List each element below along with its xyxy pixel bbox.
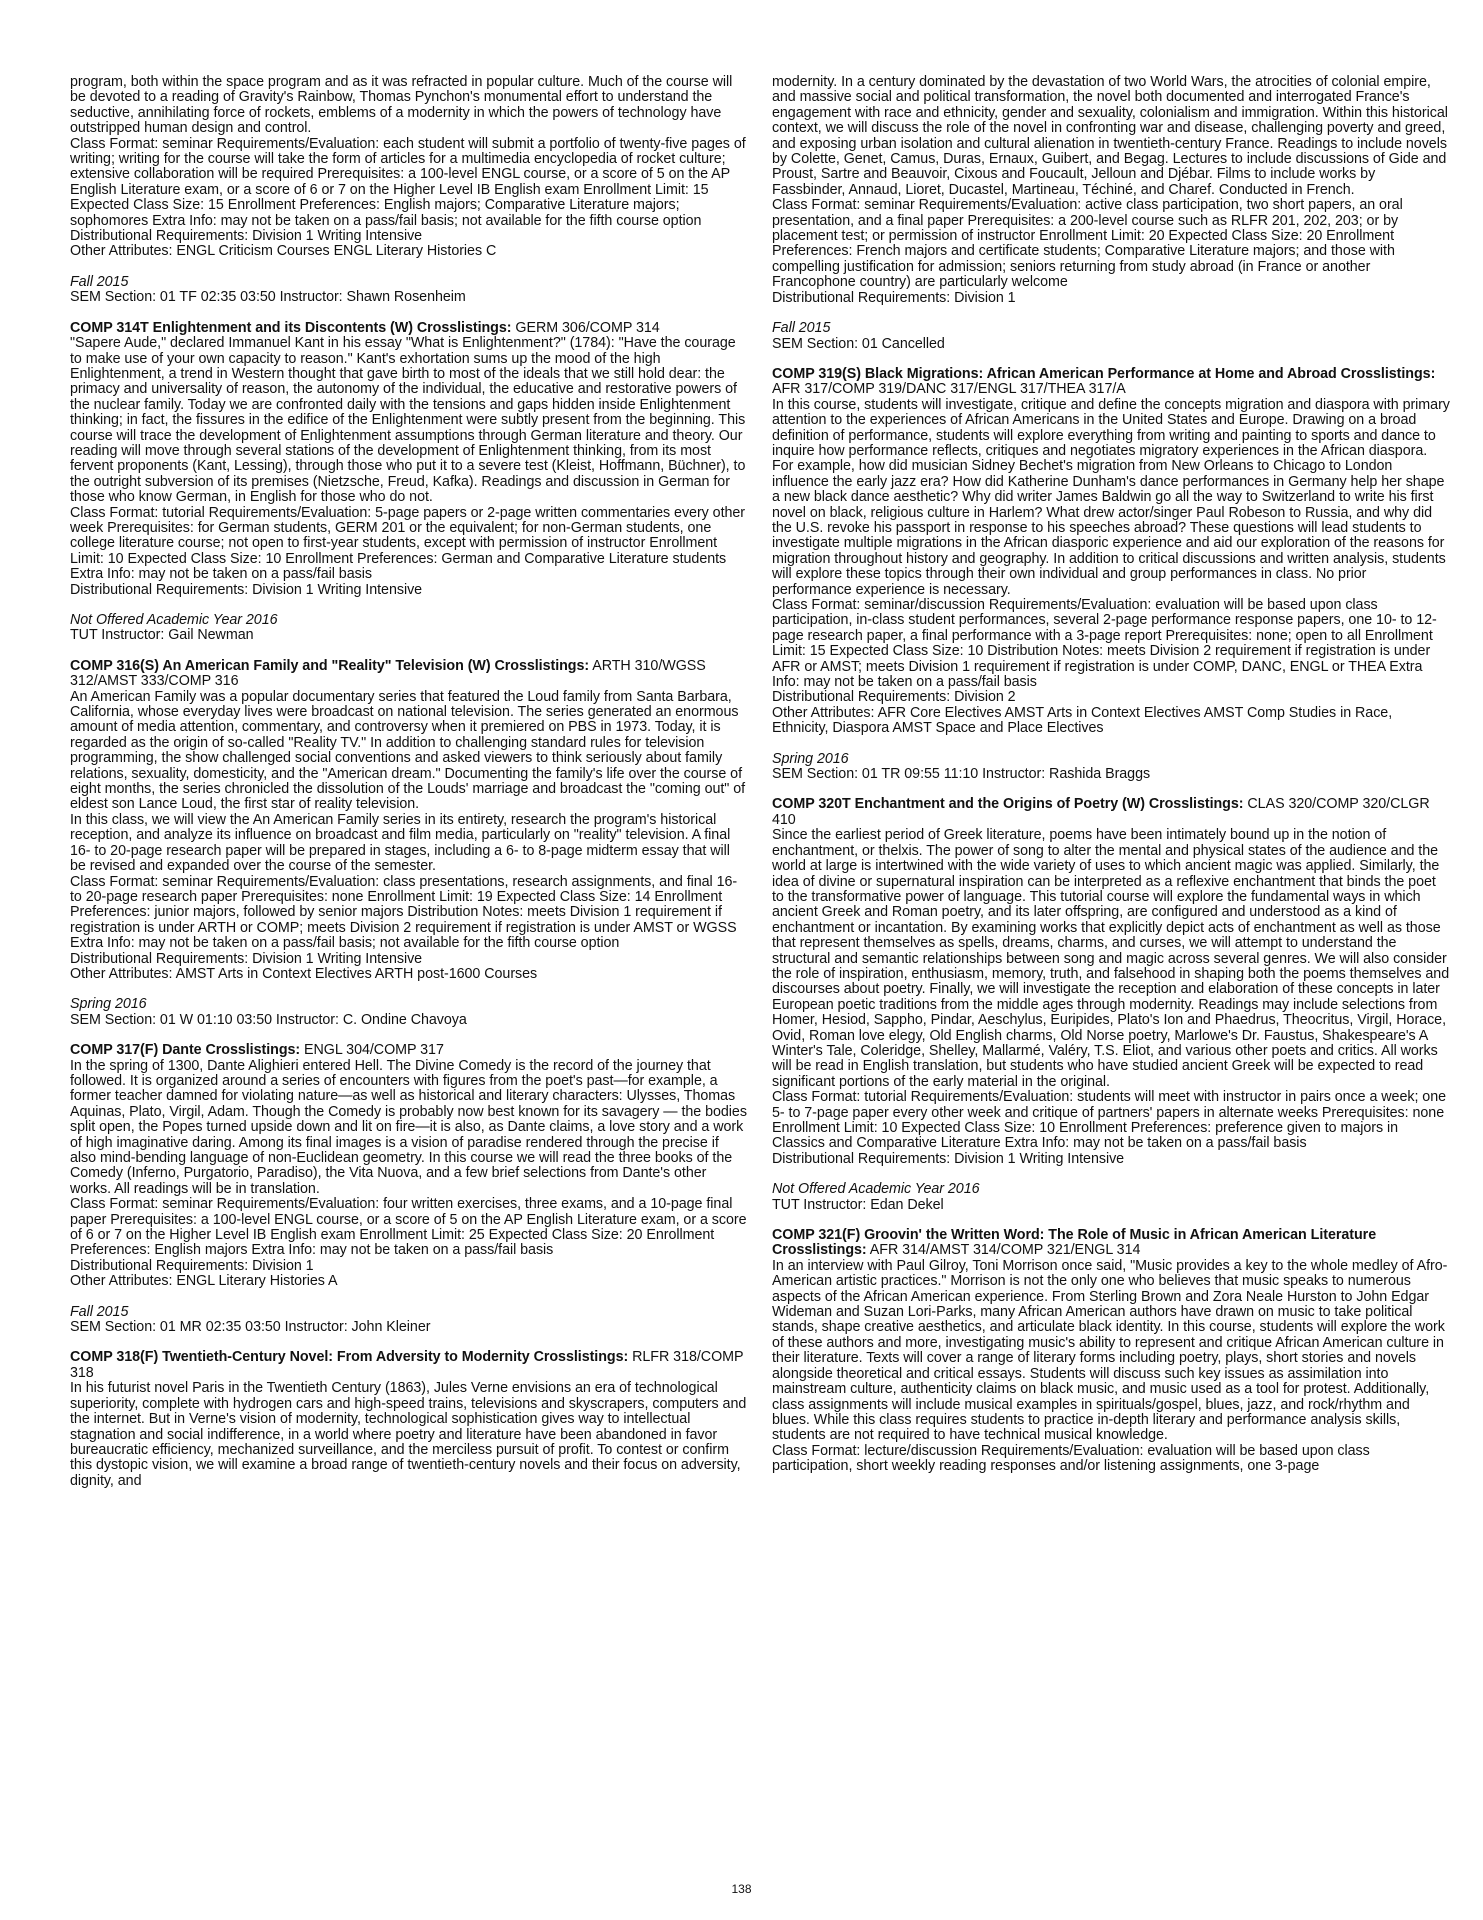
- section-info: SEM Section: 01 W 01:10 03:50 Instructor: C. Ondine Chavoya: [70, 1011, 467, 1028]
- course-description: An American Family was a popular documentary series that featured the Loud family from Santa Barbara, California, whose everyday lives were broadcast on national television. The series generated an enormous amount of media attention, commentary, and controversy when it premiered on PBS in 1973. Today, it is regarded as the origin of so-called "Reality TV." In addition to challenging standard rules for television programming, the show challenged social conventions and asked viewers to think seriously about family relations, sexuality, domesticity, and the "American dream." Documenting the family's life over the course of eight months, the series chronicled the dissolution of the Louds' marriage and broadcast the "coming out" of eldest son Lance Loud, the first star of reality television.: [70, 688, 746, 813]
- course-description: Since the earliest period of Greek literature, poems have been intimately bound up in the notion of enchantment, or thelxis. The power of song to alter the mental and physical states of the audience and the world at large is intertwined with the wide variety of uses to which ancient magic was applied. Similarly, the idea of divine or supernatural inspiration can be interpreted as a reflexive enchantment that binds the poet to the transformative power of language. This tutorial course will explore the fundamental ways in which ancient Greek and Roman poetry, and its later offspring, are configured and understood as a kind of enchantment or incantation. By examining works that explicitly depict acts of enchantment as well as those that represent themselves as spells, dreams, charms, and curses, we will attempt to understand the structural and semantic relationships between song and magic across several genres. We will also consider the role of inspiration, enthusiasm, memory, truth, and falsehood in shaping both the poems themselves and discourses about poetry. Finally, we will investigate the reception and elaboration of these concepts in later European poetic traditions from the middle ages through modernity. Readings may include selections from Homer, Hesiod, Sappho, Pindar, Aeschylus, Euripides, Plato's Ion and Phaedrus, Theocritus, Virgil, Horace, Ovid, Roman love elegy, Old English charms, Old Norse poetry, Marlowe's Dr. Faustus, Shakespeare's A Winter's Tale, Coleridge, Shelley, Mallarmé, Valéry, T.S. Eliot, and various other poets and critics. All works will be read in English translation, but students who have studied ancient Greek will be expected to read significant portions of the early material in the original.: [772, 827, 1450, 1090]
- term: Fall 2015: [70, 1303, 129, 1320]
- course-title-comp-316: [70, 659, 748, 690]
- course-description: program, both within the space program and as it was refracted in popular culture. Much of the course will be devoted to a reading of Gravity's Rainbow, Thomas Pynchon's monumental effort to understand the seductive, annihilating force of rockets, emblems of a modernity in which the powers of technology have outstripped human design and control.: [70, 74, 733, 137]
- course-title-comp-319: [772, 367, 1450, 398]
- distributional-requirements: Distributional Requirements: Division 1 Writing Intensive: [772, 1150, 1125, 1167]
- course-description: In his futurist novel Paris in the Twentieth Century (1863), Jules Verne envisions an era of technological superiority, complete with hydrogen cars and high-speed trains, televisions and skyscrapers, computers and the internet. But in Verne's vision of modernity, technological sophistication gives way to intellectual stagnation and social indifference, in a world where poetry and literature have been abandoned in favor bureaucratic efficiency, mechanized surveillance, and the merciless pursuit of profit. To contest or confirm this dystopic vision, we will examine a broad range of twentieth-century novels and their focus on adversity, dignity, and: [70, 1380, 747, 1489]
- distributional-requirements: Distributional Requirements: Division 1 Writing Intensive: [70, 581, 423, 598]
- left-column: [70, 75, 748, 1489]
- course-description: "Sapere Aude," declared Immanuel Kant in his essay "What is Enlightenment?" (1784): "Have the courage to make use of your own capacity to reason." Kant's exhortation sums up the mood of the high Enlightenment, a trend in Western thought that gave birth to most of the ideals that we still hold dear: the primacy and universality of reason, the autonomy of the individual, the educative and restorative powers of the nuclear family. Today we are confronted daily with the tensions and gaps hidden inside Enlightenment thinking; in fact, the fissures in the edifice of the Enlightenment were subtly present from the beginning. This course will trace the development of Enlightenment assumptions through German literature and theory. Our reading will move through several stations of the development of Enlightenment thinking, from its most fervent proponents (Kant, Lessing), through those who put it to a severe test (Kleist, Hoffmann, Büchner), to the outright subversion of its premises (Nietzsche, Freud, Kafka). Readings and discussion in German for those who know German, in English for those who do not.: [70, 335, 746, 506]
- section-info: SEM Section: 01 Cancelled: [772, 335, 945, 352]
- section-info: SEM Section: 01 MR 02:35 03:50 Instructor: John Kleiner: [70, 1319, 431, 1336]
- course-details: Class Format: seminar Requirements/Evaluation: active class participation, two short papers, an oral presentation, and a final paper Prerequisites: a 200-level course such as RLFR 201, 202, 203; or by placement test; or permission of instructor Enrollment Limit: 20 Expected Class Size: 20 Enrollment Preferences: French majors and certificate students; Comparative Literature majors; and those with compelling justification for admission; seniors returning from study abroad (in France or another Francophone country) are particularly welcome: [772, 197, 1403, 291]
- crosslistings: GERM 306/COMP 314: [511, 319, 660, 336]
- page-number: 138: [731, 1882, 752, 1896]
- section-info: TUT Instructor: Gail Newman: [70, 627, 254, 644]
- section-info: SEM Section: 01 TF 02:35 03:50 Instructor: Shawn Rosenheim: [70, 289, 466, 306]
- course-description-continued: modernity. In a century dominated by the devastation of two World Wars, the atrocities of colonial empire, and massive social and political transformation, the novel both documented and interrogated France's engagement with race and ethnicity, gender and sexuality, colonialism and immigration. Within this historical context, we will discuss the role of the novel in confronting war and disease, challenging poverty and greed, and exposing urban isolation and cultural alienation in twentieth-century France. Readings to include novels by Colette, Genet, Camus, Duras, Ernaux, Guibert, and Begag. Lectures to include discussions of Gide and Proust, Sartre and Beauvoir, Cixous and Foucault, Jelloun and Djébar. Films to include works by Fassbinder, Annaud, Lioret, Ducastel, Martineau, Téchiné, and Charef. Conducted in French.: [772, 74, 1448, 198]
- distributional-requirements: Distributional Requirements: Division 1: [70, 1257, 314, 1274]
- term: Not Offered Academic Year 2016: [772, 1181, 980, 1198]
- crosslistings: AFR 314/AMST 314/COMP 321/ENGL 314: [866, 1242, 1141, 1259]
- other-attributes: Other Attributes: ENGL Literary Histories A: [70, 1273, 338, 1290]
- course-title-text: COMP 316(S) An American Family and "Reality" Television (W) Crosslistings:: [70, 657, 590, 674]
- course-title-text: COMP 318(F) Twentieth-Century Novel: From Adversity to Modernity Crosslistings:: [70, 1349, 629, 1366]
- course-details: Class Format: lecture/discussion Requirements/Evaluation: evaluation will be based upon class participation, short weekly reading responses and/or listening assignments, one 3-page: [772, 1442, 1370, 1475]
- course-title-text: COMP 317(F) Dante Crosslistings:: [70, 1042, 301, 1059]
- distributional-requirements: Distributional Requirements: Division 1: [772, 289, 1016, 306]
- distributional-requirements: Distributional Requirements: Division 1 Writing Intensive: [70, 228, 423, 245]
- course-details: Class Format: seminar/discussion Requirements/Evaluation: evaluation will be based upon class participation, in-class student performances, several 2-page performance response papers, one 10- to 12-page research paper, a final performance with a 3-page report Prerequisites: none; open to all Enrollment Limit: 15 Expected Class Size: 10 Distribution Notes: meets Division 2 requirement if registration is under AFR or AMST; meets Division 1 requirement if registration is under COMP, DANC, ENGL or THEA Extra Info: may not be taken on a pass/fail basis: [772, 597, 1437, 691]
- course-description: In this course, students will investigate, critique and define the concepts migration and diaspora with primary attention to the experiences of African Americans in the United States and Europe. Drawing on a broad definition of performance, students will explore everything from writing and painting to sports and dance to inquire how performance reflects, critiques and negotiates migratory experiences in the African diaspora. For example, how did musician Sidney Bechet's migration from New Orleans to Chicago to London influence the early jazz era? How did Katherine Dunham's dance performances in Germany help her shape a new black dance aesthetic? Why did writer James Baldwin go all the way to Switzerland to write his first novel on black, religious culture in Harlem? What drew actor/singer Paul Robeson to Russia, and why did the U.S. revoke his passport in response to his speeches abroad? These questions will lead students to investigate multiple migrations in the African diasporic experience and aid our exploration of the reasons for migration throughout history and geography. In addition to critical discussions and written analysis, students will explore these topics through their own individual and group performances in class. No prior performance experience is necessary.: [772, 396, 1450, 598]
- course-title-text: COMP 320T Enchantment and the Origins of Poetry (W) Crosslistings:: [772, 796, 1244, 813]
- term: Not Offered Academic Year 2016: [70, 612, 278, 628]
- course-description-continued: In this class, we will view the An American Family series in its entirety, research the program's historical reception, and analyze its influence on broadcast and film media, particularly on "reality" television. A final 16- to 20-page research paper will be prepared in stages, including a 6- to 8-page midterm essay that will be revised and expanded over the course of the semester.: [70, 811, 731, 875]
- term: Fall 2015: [70, 273, 129, 290]
- course-details: Class Format: seminar Requirements/Evaluation: class presentations, research assignments, and final 16- to 20-page research paper Prerequisites: none Enrollment Limit: 19 Expected Class Size: 14 Enrollment Preferences: junior majors, followed by senior majors Distribution Notes: meets Division 1 requirement if registration is under ARTH or COMP; meets Division 2 requirement if registration is under AMST or WGSS Extra Info: may not be taken on a pass/fail basis; not available for the fifth course option: [70, 873, 738, 952]
- course-description: In an interview with Paul Gilroy, Toni Morrison once said, "Music provides a key to the whole medley of Afro-American artistic practices." Morrison is not the only one who believes that music speaks to numerous aspects of the African American experience. From Sterling Brown and Zora Neale Hurston to John Edgar Wideman and Suzan Lori-Parks, many African American authors have drawn on music to take political stands, shape creative aesthetics, and articulate black identity. In this course, students will explore the work of these authors and more, investigating music's ability to represent and critique African American culture in their literature. Texts will cover a range of literary forms including poetry, plays, short stories and novels alongside theoretical and critical essays. Students will discuss such key issues as assimilation into mainstream culture, authenticity claims on black music, and music used as a tool for protest. Additionally, class assignments will include musical examples in spirituals/gospel, blues, jazz, and rock/rhythm and blues. While this class requires students to practice in-depth literary and performance analysis skills, students are not required to have technical musical knowledge.: [772, 1257, 1448, 1444]
- crosslistings: CLAS 320/COMP 320/CLGR 410: [772, 796, 1430, 828]
- course-title-text: COMP 314T Enlightenment and its Discontents (W) Crosslistings:: [70, 319, 512, 336]
- crosslistings: AFR 317/COMP 319/DANC 317/ENGL 317/THEA 317/A: [772, 381, 1126, 398]
- other-attributes: Other Attributes: ENGL Criticism Courses ENGL Literary Histories C: [70, 243, 497, 260]
- course-title-comp-321: [772, 1228, 1450, 1259]
- course-details: Class Format: seminar Requirements/Evaluation: four written exercises, three exams, and a 10-page final paper Prerequisites: a 100-level ENGL course, or a score of 5 on the AP English Literature exam, or a score of 6 or 7 on the Higher Level IB English exam Enrollment Limit: 25 Expected Class Size: 20 Enrollment Preferences: English majors Extra Info: may not be taken on a pass/fail basis: [70, 1196, 747, 1259]
- term: Spring 2016: [772, 750, 849, 767]
- section-info: TUT Instructor: Edan Dekel: [772, 1196, 944, 1213]
- course-title-comp-318: [70, 1350, 748, 1381]
- term: Fall 2015: [772, 320, 831, 337]
- right-column: [772, 75, 1450, 1475]
- section-info: SEM Section: 01 TR 09:55 11:10 Instructor: Rashida Braggs: [772, 766, 1151, 783]
- distributional-requirements: Distributional Requirements: Division 1 Writing Intensive: [70, 950, 423, 967]
- crosslistings: RLFR 318/COMP 318: [70, 1349, 744, 1381]
- course-title-comp-317: [70, 1043, 748, 1058]
- course-details: Class Format: tutorial Requirements/Evaluation: students will meet with instructor in pairs once a week; one 5- to 7-page paper every other week and critique of partners' papers in alternate weeks Prerequisites: none Enrollment Limit: 10 Expected Class Size: 10 Enrollment Preferences: preference given to majors in Classics and Comparative Literature Extra Info: may not be taken on a pass/fail basis: [772, 1089, 1447, 1152]
- course-title-text: COMP 319(S) Black Migrations: African American Performance at Home and Abroad Crosslistings:: [772, 365, 1436, 382]
- other-attributes: Other Attributes: AMST Arts in Context Electives ARTH post-1600 Courses: [70, 965, 538, 982]
- course-title-comp-320t: [772, 797, 1450, 828]
- course-details: Class Format: tutorial Requirements/Evaluation: 5-page papers or 2-page written commentaries every other week Prerequisites: for German students, GERM 201 or the equivalent; for non-German students, one college literature course; not open to first-year students, except with permission of instructor Enrollment Limit: 10 Expected Class Size: 10 Enrollment Preferences: German and Comparative Literature students Extra Info: may not be taken on a pass/fail basis: [70, 504, 746, 583]
- course-details: Class Format: seminar Requirements/Evaluation: each student will submit a portfolio of twenty-five pages of writing; writing for the course will take the form of articles for a multimedia encyclopedia of rocket culture; extensive collaboration will be required Prerequisites: a 100-level ENGL course, or a score of 5 on the AP English Literature exam, or a score of 6 or 7 on the Higher Level IB English exam Enrollment Limit: 15 Expected Class Size: 15 Enrollment Preferences: English majors; Comparative Literature majors; sophomores Extra Info: may not be taken on a pass/fail basis; not available for the fifth course option: [70, 135, 746, 229]
- term: Spring 2016: [70, 996, 147, 1013]
- distributional-requirements: Distributional Requirements: Division 2: [772, 689, 1016, 706]
- course-description: In the spring of 1300, Dante Alighieri entered Hell. The Divine Comedy is the record of the journey that followed. It is organized around a series of encounters with figures from the poet's past—for example, a former teacher damned for violating nature—as well as historical and literary characters: Ulysses, Thomas Aquinas, Plato, Virgil, Adam. Though the Comedy is probably now best known for its savagery — the bodies split open, the Popes turned upside down and lit on fire—it is also, as Dante claims, a love story and a work of high imaginative daring. Among its final images is a vision of paradise rendered through the precise if also mind-bending language of non-Euclidean geometry. In this course we will read the three books of the Comedy (Inferno, Purgatorio, Paradiso), the Vita Nuova, and a few brief selections from Dante's other works. All readings will be in translation.: [70, 1057, 747, 1197]
- crosslistings: ARTH 310/WGSS 312/AMST 333/COMP 316: [70, 657, 706, 690]
- crosslistings: ENGL 304/COMP 317: [300, 1042, 444, 1059]
- course-title-text: COMP 321(F) Groovin' the Written Word: The Role of Music in African American Literature Crosslistings:: [772, 1227, 1377, 1259]
- other-attributes: Other Attributes: AFR Core Electives AMST Arts in Context Electives AMST Comp Studies in Race, Ethnicity, Diaspora AMST Space and Place Electives: [772, 704, 1393, 737]
- course-title-comp-314t: [70, 321, 748, 336]
